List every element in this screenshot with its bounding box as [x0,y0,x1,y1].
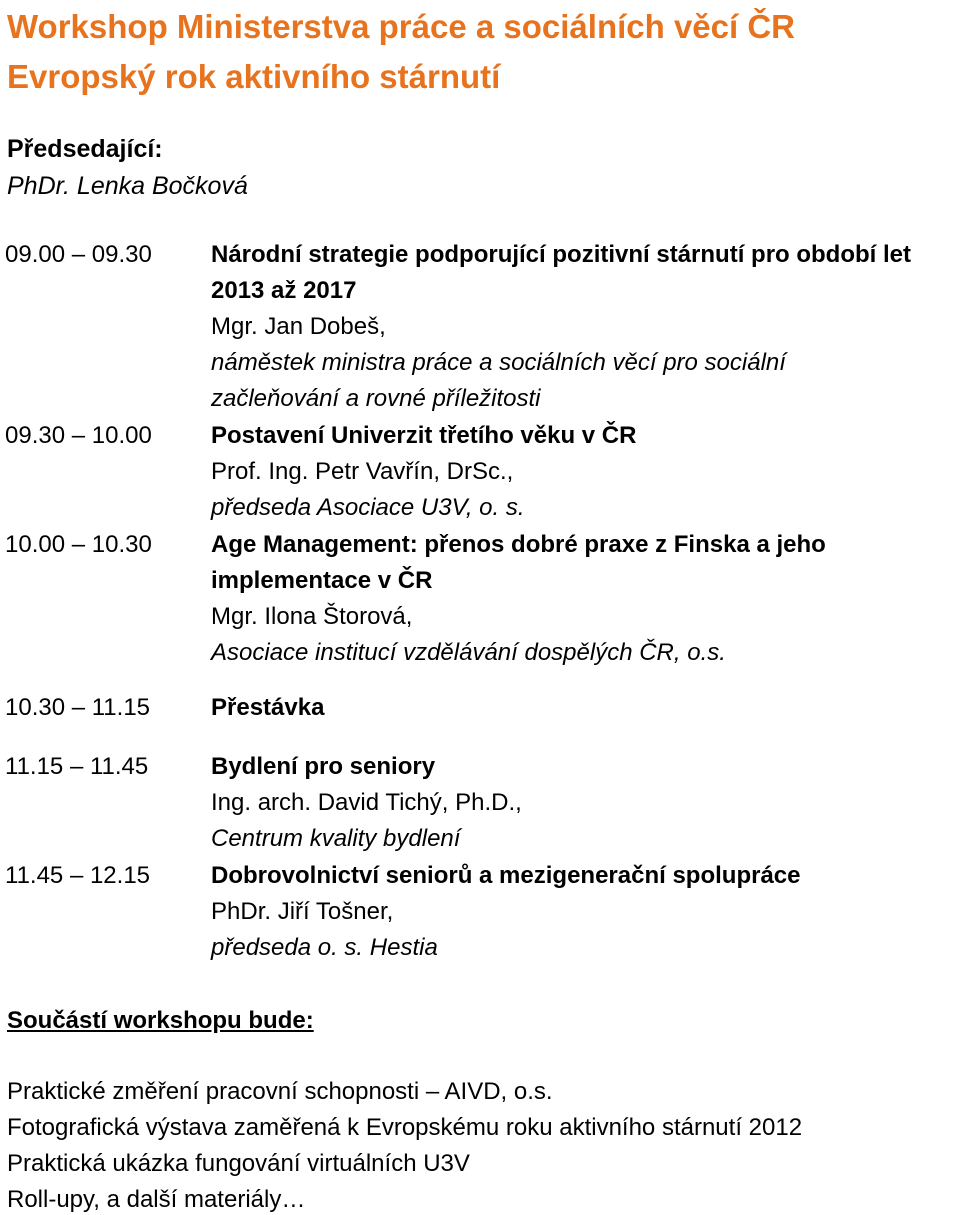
program-role: předseda o. s. Hestia [211,934,438,961]
program-role: předseda Asociace U3V, o. s. [211,494,525,521]
program-topic: Přestávka [211,694,325,721]
chair-label: Předsedající: [7,135,163,163]
included-list [7,1074,802,1215]
chair-name: PhDr. Lenka Bočková [7,172,248,200]
program-topic: Postavení Univerzit třetího věku v ČR [211,422,637,449]
program-time: 09.00 – 09.30 [5,241,152,268]
program-time: 10.30 – 11.15 [5,694,151,721]
program-time: 11.45 – 12.15 [5,862,151,889]
program-topic: Národní strategie podporující pozitivní stárnutí pro období let [211,241,912,268]
page-title: Workshop Ministerstva práce a sociálních věcí ČR [7,8,796,45]
program-topic-cont: 2013 až 2017 [211,277,357,304]
program-topic-cont: implementace v ČR [211,567,433,594]
program-speaker: Mgr. Ilona Štorová, [211,603,413,630]
program-time: 09.30 – 10.00 [5,422,152,449]
program-speaker: Prof. Ing. Petr Vavřín, DrSc., [211,458,514,485]
program-topic: Dobrovolnictví seniorů a mezigenerační spolupráce [211,862,801,889]
list-item: Fotografická výstava zaměřená k Evropskému roku aktivního stárnutí 2012 [7,1114,803,1141]
program-speaker: Ing. arch. David Tichý, Ph.D., [211,789,522,816]
list-item: Roll-upy, a další materiály… [7,1186,306,1213]
program-role: Asociace institucí vzdělávání dospělých ČR, o.s. [211,639,726,666]
program-topic: Age Management: přenos dobré praxe z Finska a jeho [211,531,826,558]
program-time: 11.15 – 11.45 [5,753,149,780]
included-heading: Součástí workshopu bude: [7,1007,314,1034]
list-item: Praktická ukázka fungování virtuálních U3V [7,1150,470,1177]
program-speaker: PhDr. Jiří Tošner, [211,898,394,925]
page-subtitle: Evropský rok aktivního stárnutí [7,58,501,95]
program-topic: Bydlení pro seniory [211,753,436,780]
program-role: Centrum kvality bydlení [211,825,461,852]
program-role: náměstek ministra práce a sociálních věcí pro sociální [211,349,786,376]
program-speaker: Mgr. Jan Dobeš, [211,313,386,340]
program-role-cont: začleňování a rovné příležitosti [211,385,541,412]
program-time: 10.00 – 10.30 [5,531,152,558]
list-item: Praktické změření pracovní schopnosti – AIVD, o.s. [7,1078,553,1105]
